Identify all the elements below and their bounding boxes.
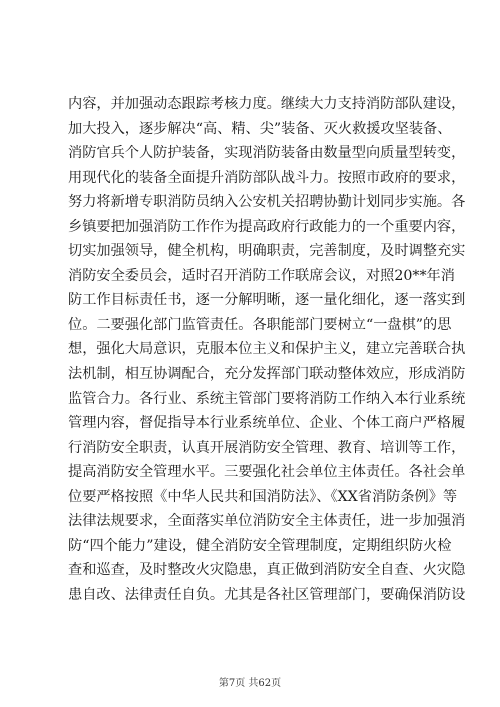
text-line: 消防安全委员会，适时召开消防工作联席会议，对照20**年消 <box>68 267 455 284</box>
text-line: 用现代化的装备全面提升消防部队战斗力。按照市政府的要求， <box>68 169 466 186</box>
page-number: 第7页 共62页 <box>218 678 282 689</box>
page-footer <box>0 674 500 689</box>
text-line: 监管合力。各行业、系统主管部门要将消防工作纳入本行业系统 <box>68 390 466 407</box>
text-line: 法律法规要求，全面落实单位消防安全主体责任，进一步加强消 <box>68 513 466 530</box>
body-text <box>68 92 466 607</box>
text-line: 消防官兵个人防护装备，实现消防装备由数量型向质量型转变， <box>68 145 466 162</box>
text-line: 查和巡查，及时整改火灾隐患，真正做到消防安全自查、火灾隐 <box>68 562 466 579</box>
text-line: 位。二要强化部门监管责任。各职能部门要树立“一盘棋”的思 <box>68 316 452 333</box>
text-line: 想，强化大局意识，克服本位主义和保护主义，建立完善联合执 <box>68 341 466 358</box>
text-line: 患自改、法律责任自负。尤其是各社区管理部门，要确保消防设 <box>68 586 466 603</box>
text-line: 位要严格按照《中华人民共和国消防法》、《XX省消防条例》等 <box>68 488 458 505</box>
text-line: 乡镇要把加强消防工作作为提高政府行政能力的一个重要内容， <box>68 218 466 235</box>
text-line: 切实加强领导，健全机构，明确职责，完善制度，及时调整充实 <box>68 243 466 260</box>
text-line: 提高消防安全管理水平。三要强化社会单位主体责任。各社会单 <box>68 464 466 481</box>
text-line: 行消防安全职责，认真开展消防安全管理、教育、培训等工作， <box>68 439 466 456</box>
text-line: 法机制，相互协调配合，充分发挥部门联动整体效应，形成消防 <box>68 366 466 383</box>
text-line: 内容，并加强动态跟踪考核力度。继续大力支持消防部队建设， <box>68 96 466 112</box>
text-line: 防“四个能力”建设，健全消防安全管理制度，定期组织防火检 <box>68 537 452 554</box>
text-line: 努力将新增专职消防员纳入公安机关招聘协勤计划同步实施。各 <box>68 194 466 211</box>
text-line: 管理内容，督促指导本行业系统单位、企业、个体工商户严格履 <box>68 415 466 432</box>
text-line: 加大投入，逐步解决“高、精、尖”装备、灭火救援攻坚装备、 <box>68 120 452 137</box>
text-line: 防工作目标责任书，逐一分解明晰，逐一量化细化，逐一落实到 <box>68 292 466 309</box>
